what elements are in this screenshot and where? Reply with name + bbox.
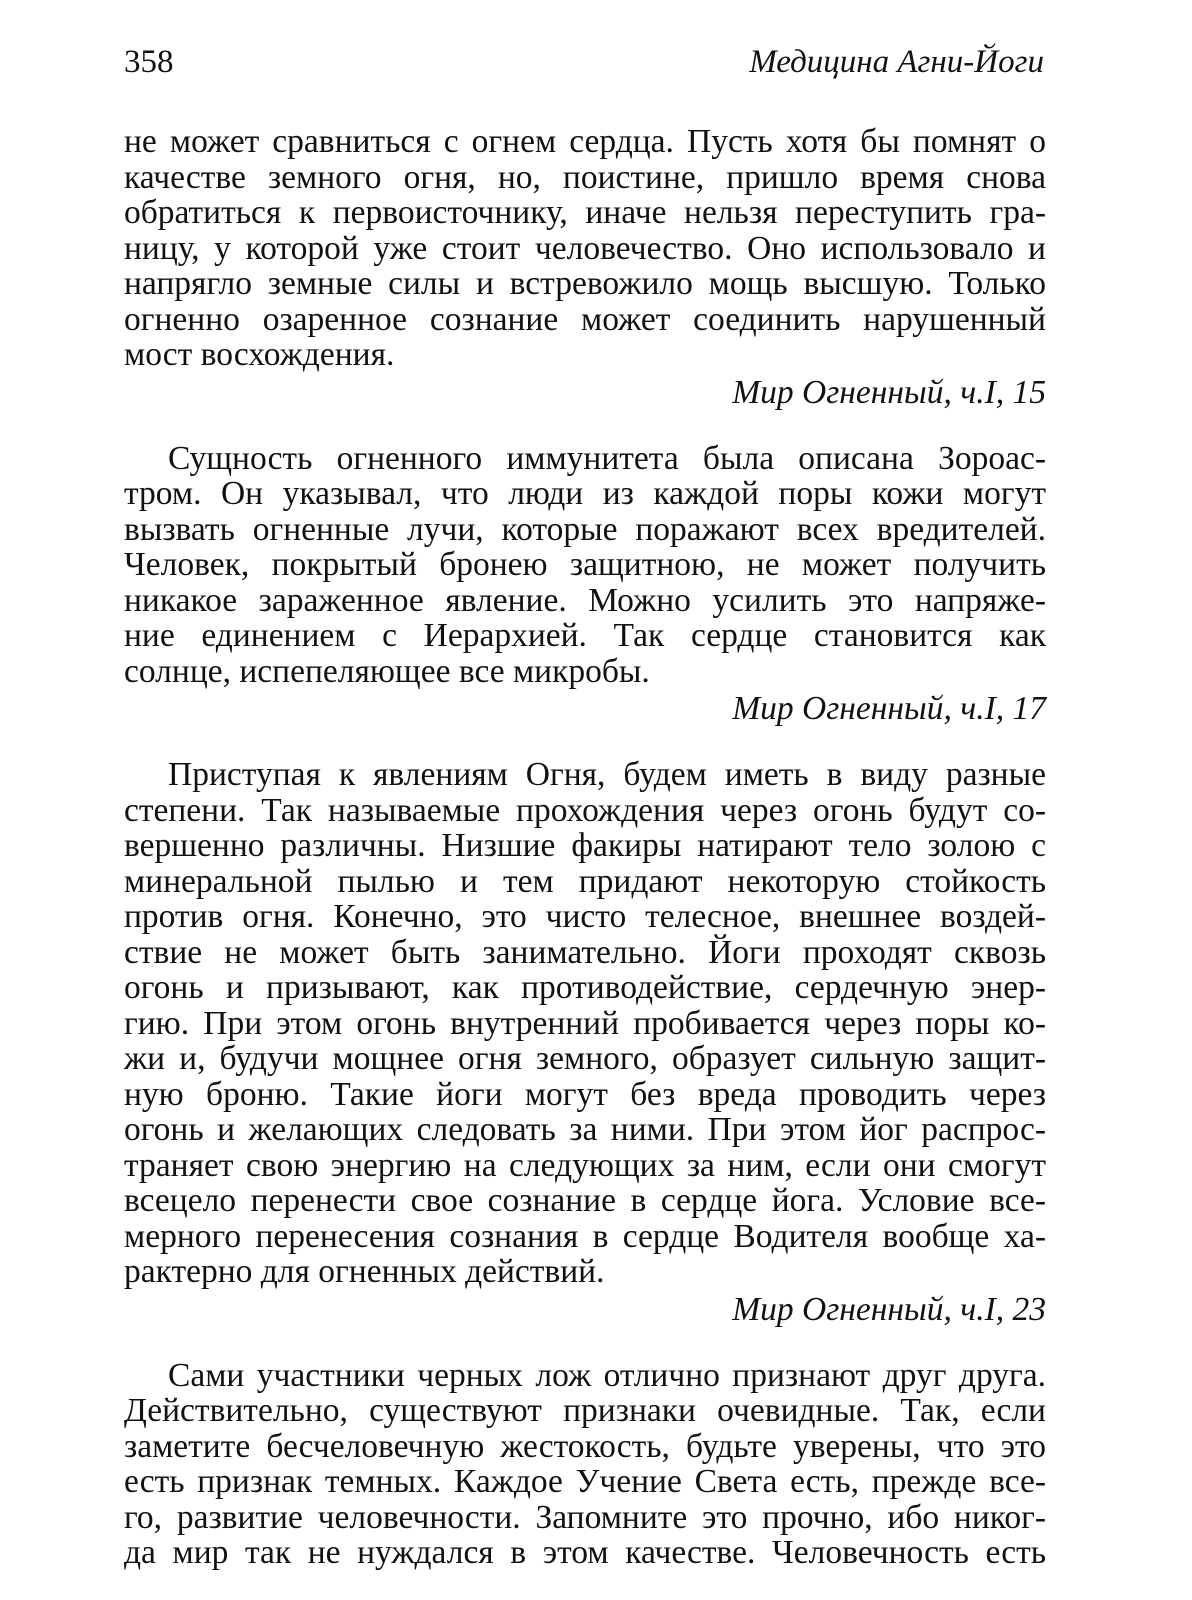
- text-line: тром. Он указывал, что люди из каждой поры кожи могут: [124, 475, 1046, 512]
- text-line: огонь и призывают, как противодействие, сердечную энер-: [124, 969, 1046, 1006]
- page-body: [124, 124, 1046, 1571]
- text-line: Сами участники черных лож отлично признают друг друга.: [168, 1356, 1046, 1394]
- text-line: вершенно различны. Низшие факиры натирают тело золою с: [124, 827, 1046, 864]
- text-line: жи и, будучи мощнее огня земного, образует сильную защит-: [124, 1040, 1046, 1077]
- text-line: минеральной пылью и тем придают некоторую стойкость: [124, 862, 1046, 900]
- text-line: Сущность огненного иммунитета была описана Зороас-: [168, 439, 1046, 477]
- text-line: траняет свою энергию на следующих за ним, если они смогут: [124, 1146, 1046, 1184]
- page-number: 358: [124, 44, 174, 80]
- text-line: огненно озаренное сознание может соединить нарушенный: [124, 300, 1046, 338]
- running-title: Медицина Агни-Йоги: [749, 44, 1044, 80]
- text-line: Человек, покрытый бронею защитною, не может получить: [124, 546, 1046, 583]
- passage-4: [124, 1358, 1046, 1571]
- text-line: ную броню. Такие йоги могут без вреда проводить через: [124, 1075, 1046, 1113]
- source-citation: Мир Огненный, ч.I, 15: [732, 373, 1046, 411]
- text-line: мерного перенесения сознания в сердце Водителя вообще ха-: [124, 1217, 1046, 1255]
- text-line: заметите бесчеловечную жестокость, будьте уверены, что это: [124, 1427, 1046, 1465]
- text-line: го, развитие человечности. Запомните это прочно, ибо никог-: [124, 1498, 1046, 1536]
- passage-2: [124, 441, 1046, 728]
- source-citation: Мир Огненный, ч.I, 23: [732, 1290, 1046, 1328]
- text-line: против огня. Конечно, это чисто телесное, внешнее воздей-: [124, 898, 1046, 935]
- text-line: не может сравниться с огнем сердца. Пусть хотя бы помнят о: [124, 123, 1046, 160]
- text-line: Действительно, существуют признаки очевидные. Так, если: [124, 1392, 1046, 1429]
- text-line: ние единением с Иерархией. Так сердце становится как: [124, 617, 1046, 654]
- text-line: никакое зараженное явление. Можно усилить это напряже-: [124, 581, 1046, 619]
- text-line: ницу, у которой уже стоит человечество. Оно использовало и: [124, 229, 1046, 267]
- text-line: обратиться к первоисточнику, иначе нельзя переступить гра-: [124, 194, 1046, 231]
- text-line: да мир так не нуждался в этом качестве. Человечность есть: [124, 1534, 1046, 1571]
- text-line: солнце, испепеляющее все микробы.: [124, 652, 650, 690]
- text-line: гию. При этом огонь внутренний пробивается через поры ко-: [124, 1004, 1046, 1042]
- source-citation: Мир Огненный, ч.I, 17: [732, 690, 1046, 727]
- text-line: степени. Так называемые прохождения через огонь будут со-: [124, 791, 1046, 829]
- text-line: всецело перенести свое сознание в сердце йога. Условие все-: [124, 1182, 1046, 1219]
- text-line: напрягло земные силы и встревожило мощь высшую. Только: [124, 265, 1046, 302]
- text-line: ствие не может быть занимательно. Йоги проходят сквозь: [124, 933, 1046, 971]
- passage-3: [124, 757, 1046, 1328]
- passage-1: [124, 124, 1046, 411]
- text-line: Приступая к явлениям Огня, будем иметь в виду разные: [168, 756, 1046, 793]
- text-line: огонь и желающих следовать за ними. При этом йог распрос-: [124, 1111, 1046, 1148]
- text-line: есть признак темных. Каждое Учение Света есть, прежде все-: [124, 1463, 1046, 1500]
- text-line: качестве земного огня, но, поистине, пришло время снова: [124, 158, 1046, 196]
- text-line: вызвать огненные лучи, которые поражают всех вредителей.: [124, 510, 1046, 548]
- page-header: [124, 40, 1044, 90]
- text-line: мост восхождения.: [124, 336, 395, 373]
- text-line: рактерно для огненных действий.: [124, 1253, 605, 1290]
